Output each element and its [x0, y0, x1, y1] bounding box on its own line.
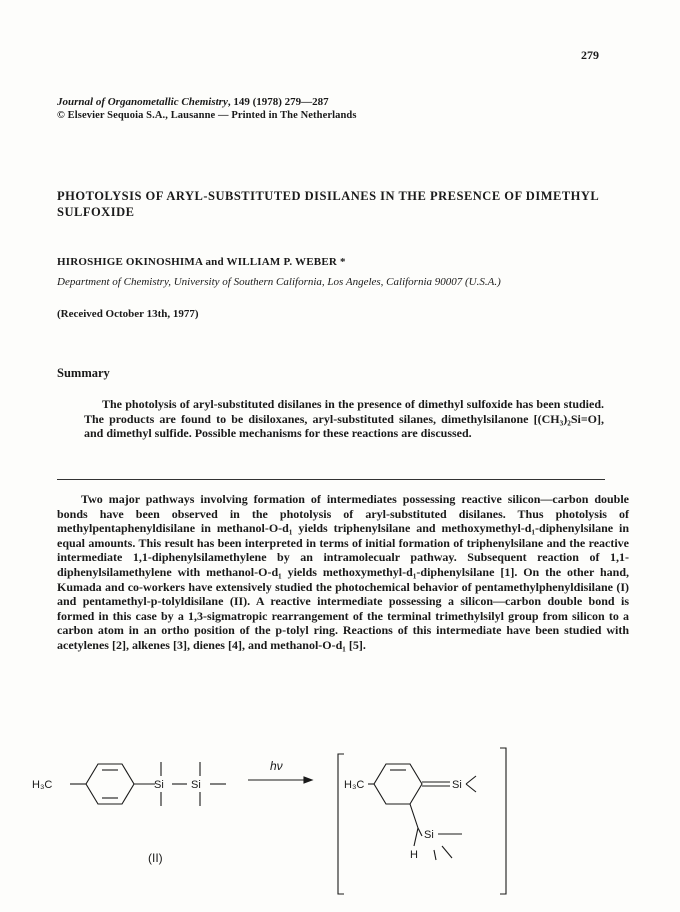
journal-citation: , 149 (1978) 279—287 [227, 96, 329, 108]
methyl-label-left: H₃C [32, 779, 53, 791]
hydrogen-label: H [410, 849, 418, 861]
journal-name: Journal of Organometallic Chemistry [57, 96, 228, 108]
summary-text: The photolysis of aryl-substituted disilanes in the presence of dimethyl sulfoxide has been studied. The products are found to be disiloxanes, aryl-substituted silanes, dimethylsilanone [(CH₃)₂Si=O], and dimethyl sulfide. Possible mechanisms for these reactions are discussed. [84, 397, 604, 441]
silicon-label-1: Si [154, 779, 164, 791]
copyright-line: © Elsevier Sequoia S.A., Lausanne — Printed in The Netherlands [57, 110, 357, 121]
compound-label: (II) [148, 851, 163, 865]
section-divider [57, 479, 605, 480]
methyl-label-right: H₃C [344, 779, 365, 791]
article-title: PHOTOLYSIS OF ARYL-SUBSTITUTED DISILANES IN THE PRESENCE OF DIMETHYL SULFOXIDE [57, 189, 599, 219]
arrow-label: hν [270, 759, 283, 773]
silicon-lower-label: Si [424, 829, 434, 841]
page-number: 279 [581, 48, 599, 62]
affiliation: Department of Chemistry, University of Southern California, Los Angeles, California 90007 (U.S.A.) [57, 276, 501, 288]
journal-reference [57, 96, 329, 108]
authors: HIROSHIGE OKINOSHIMA and WILLIAM P. WEBER * [57, 256, 346, 268]
right-bracket [500, 748, 506, 894]
silicon-double-label: Si [452, 779, 462, 791]
received-date: (Received October 13th, 1977) [57, 308, 199, 320]
left-bracket [338, 754, 344, 894]
summary-heading: Summary [57, 366, 110, 380]
silicon-label-2: Si [191, 779, 201, 791]
body-paragraph: Two major pathways involving formation of intermediates possessing reactive silicon—carbon double bonds have been observed in the photolysis of aryl-substituted disilanes. Thus photolysis of methylpentaphenyldisilane in methanol-O-d₁ yields triphenylsilane and methoxymethyl-d₁-diphenylsilane in equal amounts. This result has been interpreted in terms of initial formation of triphenylsilane and the reactive intermediate 1,1-diphenylsilamethylene by an intramolecualr pathway. Subsequent reaction of 1,1-diphenylsilamethylene with methanol-O-d₁ yields methoxymethyl-d₁-diphenylsilane [1]. On the other hand, Kumada and co-workers have extensively studied the photochemical behavior of pentamethylphenyldisilane (I) and pentamethyl-p-tolyldisilane (II). A reactive intermediate possessing a silicon—carbon double bond is formed in this case by a 1,3-sigmatropic rearrangement of the terminal trimethylsilyl group from silicon to a carbon atom in an ortho position of the p-tolyl ring. Reactions of this intermediate have been studied with acetylenes [2], alkenes [3], dienes [4], and methanol-O-d₁ [5]. [57, 492, 629, 652]
reaction-scheme [30, 740, 630, 900]
